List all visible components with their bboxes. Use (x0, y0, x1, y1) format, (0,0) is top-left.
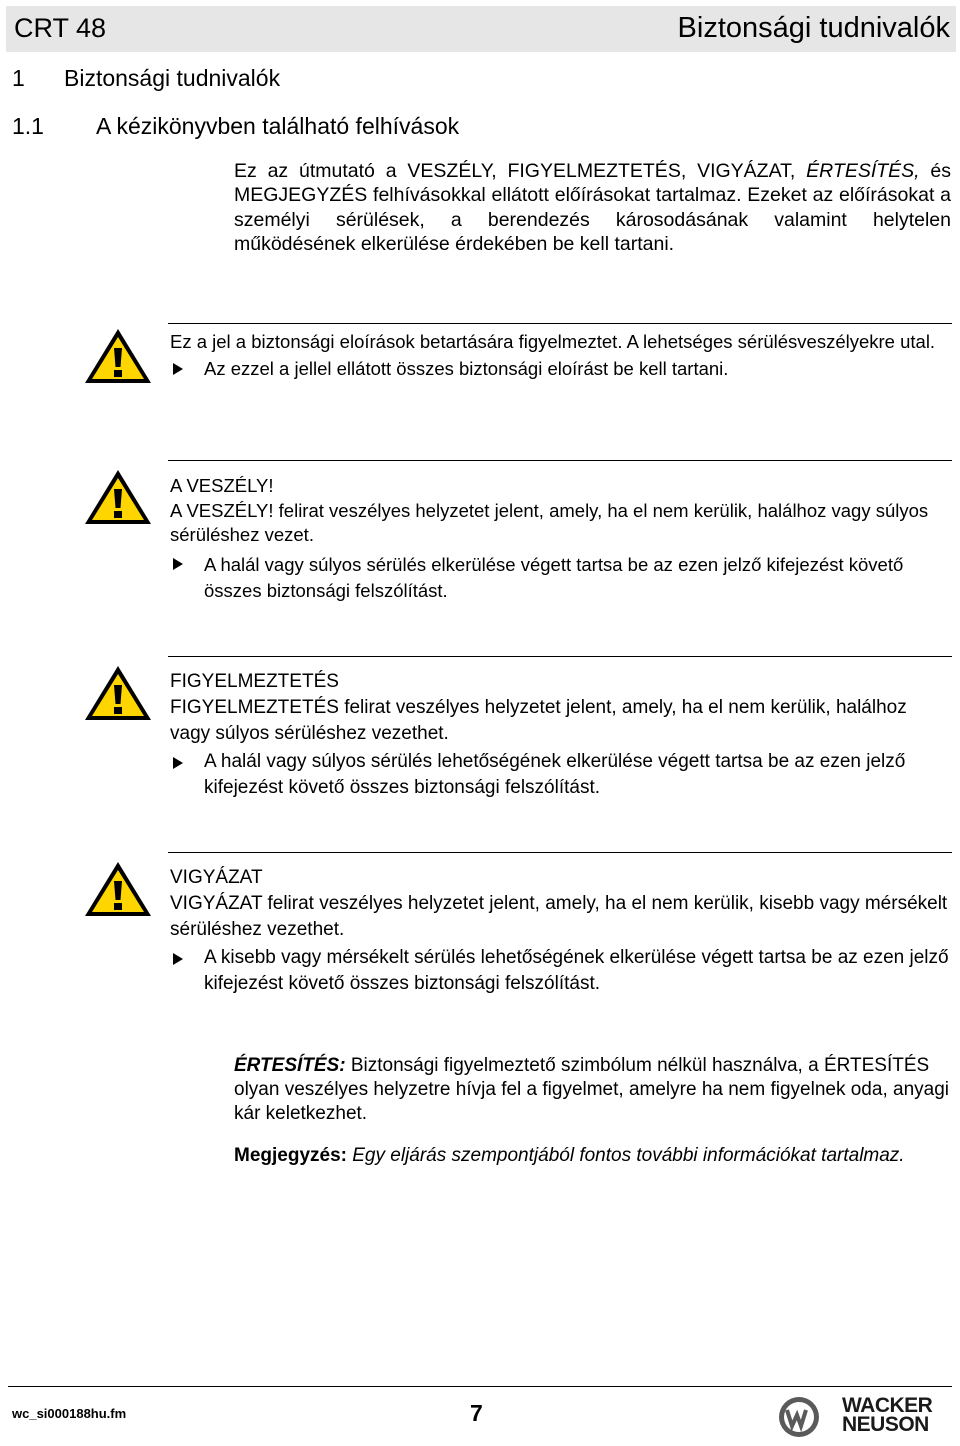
bullet-arrow-icon (173, 757, 183, 769)
intro-paragraph (234, 159, 951, 257)
symbol-bullet (170, 357, 950, 382)
subsection-title: A kézikönyvben található felhívások (96, 113, 460, 139)
notice-paragraph (234, 1054, 950, 1126)
brand-line-1: WACKER (842, 1394, 933, 1417)
caution-text: VIGYÁZAT felirat veszélyes helyzetet jelent, amely, ha el nem kerülik, kisebb vagy mérsékelt sérüléshez vezethet. (170, 893, 948, 940)
divider (168, 656, 952, 657)
warning-block (170, 669, 952, 801)
notice-text: Biztonsági figyelmeztető szimbólum nélkül használva, a ÉRTESÍTÉS olyan veszélyes helyzetre hívja fel a figyelmet, amelyre ha nem figyelnek oda, anyagi kár keletkezhet. (234, 1055, 949, 1124)
warning-triangle-icon (82, 662, 154, 724)
caution-bullet (170, 945, 952, 997)
footer-filename: wc_si000188hu.fm (12, 1406, 127, 1421)
caution-bullet-text: A kisebb vagy mérsékelt sérülés lehetőségének elkerülése végett tartsa be az ezen jelző kifejezést követő összes biztonsági felszólítást. (204, 947, 949, 994)
danger-bullet (170, 552, 950, 604)
intro-text-1: Ez az útmutató a VESZÉLY, FIGYELMEZTETÉS, VIGYÁZAT, (234, 160, 796, 182)
divider (168, 323, 952, 324)
danger-bullet-text: A halál vagy súlyos sérülés elkerülése végett tartsa be az ezen jelző kifejezést követő összes biztonsági felszólítást. (204, 553, 904, 601)
note-text: Egy eljárás szempontjából fontos további információkat tartalmaz. (346, 1145, 905, 1166)
warning-triangle-icon (82, 858, 154, 920)
bullet-arrow-icon (173, 363, 183, 375)
caution-block (170, 865, 952, 997)
subsection-number: 1.1 (12, 113, 44, 139)
running-head: Biztonsági tudnivalók (677, 12, 950, 44)
section-title: Biztonsági tudnivalók (64, 65, 281, 91)
symbol-text: Ez a jel a biztonsági eloírások betartására figyelmeztet. A lehetséges sérülésveszélyekre utal. (170, 331, 936, 352)
section-heading-1-1 (12, 110, 459, 142)
warning-title: FIGYELMEZTETÉS (170, 671, 339, 692)
warning-bullet (170, 749, 952, 801)
warning-bullet-text: A halál vagy súlyos sérülés lehetőségének elkerülése végett tartsa be az ezen jelző kifejezést követő összes biztonsági felszólítást. (204, 751, 906, 798)
caution-title: VIGYÁZAT (170, 867, 263, 888)
document-id: CRT 48 (14, 13, 107, 43)
divider (168, 460, 952, 461)
intro-text-italic: ÉRTESÍTÉS, (806, 160, 920, 182)
footer-divider (8, 1386, 952, 1387)
danger-text: A VESZÉLY! felirat veszélyes helyzetet jelent, amely, ha el nem kerülik, halálhoz vagy súlyos sérüléshez vezet. (170, 499, 929, 546)
brand-wordmark (842, 1396, 932, 1434)
intro-text-2: és MEGJEGYZÉS felhívásokkal ellátott előírásokat tartalmaz. Ezeket az előírásokat a személyi sérülések, a berendezés károsodásának valamint helytelen működésének elkerülése érdekében be kell tartani. (234, 160, 952, 256)
brand-line-2: NEUSON (842, 1413, 929, 1436)
symbol-explanation (170, 330, 950, 381)
bullet-arrow-icon (173, 953, 183, 965)
bullet-arrow-icon (173, 558, 183, 570)
divider (168, 852, 952, 853)
page-number: 7 (470, 1400, 483, 1426)
note-label: Megjegyzés: (234, 1145, 347, 1166)
warning-triangle-icon (82, 466, 154, 528)
section-heading-1 (12, 62, 280, 94)
note-paragraph (234, 1144, 950, 1168)
warning-text: FIGYELMEZTETÉS felirat veszélyes helyzetet jelent, amely, ha el nem kerülik, halálhoz vagy súlyos sérüléshez vezethet. (170, 697, 907, 744)
notice-label: ÉRTESÍTÉS: (234, 1055, 346, 1076)
section-number: 1 (12, 65, 25, 91)
danger-block (170, 474, 950, 604)
symbol-bullet-text: Az ezzel a jellel ellátott összes biztonsági eloírást be kell tartani. (204, 357, 729, 379)
danger-title: A VESZÉLY! (170, 475, 274, 496)
warning-triangle-icon (82, 325, 154, 387)
wacker-neuson-logo-icon (778, 1396, 820, 1438)
